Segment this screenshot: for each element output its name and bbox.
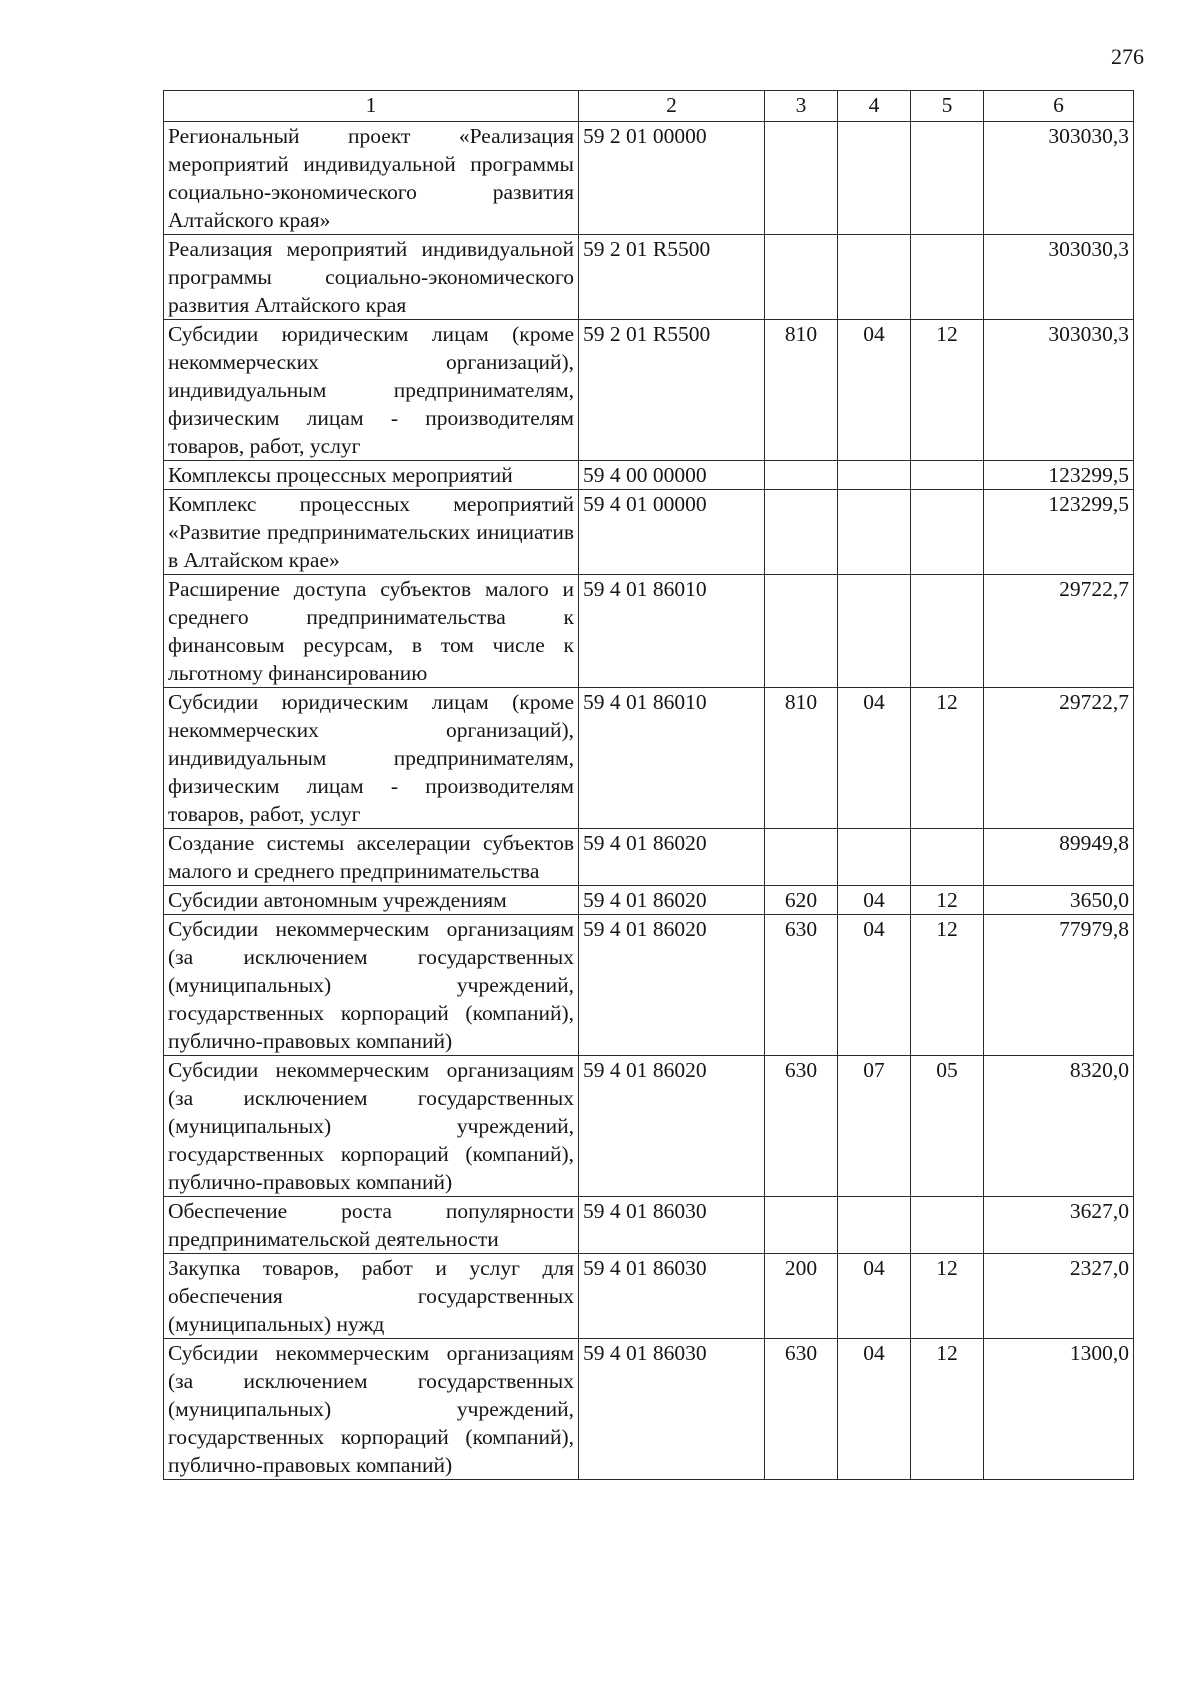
item-code: 59 4 01 86020 [579,915,765,1056]
table-row [164,575,1134,688]
header-col-1: 1 [164,91,579,122]
table-row [164,1197,1134,1254]
item-col-4: 04 [838,688,911,829]
item-col-5: 12 [911,886,984,915]
item-col-4 [838,122,911,235]
item-code: 59 4 01 86030 [579,1254,765,1339]
item-col-5: 05 [911,1056,984,1197]
item-col-5: 12 [911,1254,984,1339]
header-col-3: 3 [765,91,838,122]
item-name: Создание системы акселерации субъектов малого и среднего предпринимательства [164,829,579,886]
table-row [164,235,1134,320]
item-name: Комплекс процессных мероприятий «Развитие предпринимательских инициатив в Алтайском крае» [164,490,579,575]
item-code: 59 2 01 R5500 [579,320,765,461]
item-sum: 303030,3 [984,320,1134,461]
item-code: 59 2 01 R5500 [579,235,765,320]
item-col-3: 630 [765,1056,838,1197]
item-code: 59 4 01 86030 [579,1197,765,1254]
item-col-3 [765,235,838,320]
item-col-5 [911,829,984,886]
header-col-6: 6 [984,91,1134,122]
item-col-3 [765,575,838,688]
item-col-5: 12 [911,915,984,1056]
item-col-4: 04 [838,886,911,915]
item-sum: 1300,0 [984,1339,1134,1480]
item-col-4: 04 [838,1254,911,1339]
table-row [164,915,1134,1056]
item-code: 59 4 01 86020 [579,829,765,886]
item-code: 59 4 01 86020 [579,1056,765,1197]
item-col-4: 04 [838,1339,911,1480]
item-sum: 123299,5 [984,461,1134,490]
table-row [164,122,1134,235]
page-number: 276 [1111,44,1144,69]
table-body [164,122,1134,1480]
item-name: Субсидии некоммерческим организациям (за исключением государственных (муниципальных) учреждений, государственных корпораций (компаний), публично-правовых компаний) [164,915,579,1056]
item-sum: 29722,7 [984,688,1134,829]
table-row [164,688,1134,829]
item-col-5 [911,575,984,688]
item-col-5 [911,490,984,575]
item-col-3: 810 [765,320,838,461]
table-row [164,1254,1134,1339]
budget-table [163,90,1134,1480]
item-col-3: 630 [765,1339,838,1480]
item-code: 59 4 01 86030 [579,1339,765,1480]
table-row [164,829,1134,886]
item-sum: 77979,8 [984,915,1134,1056]
item-name: Субсидии автономным учреждениям [164,886,579,915]
item-sum: 29722,7 [984,575,1134,688]
item-sum: 123299,5 [984,490,1134,575]
item-col-4 [838,829,911,886]
item-name: Субсидии некоммерческим организациям (за исключением государственных (муниципальных) учреждений, государственных корпораций (компаний), публично-правовых компаний) [164,1056,579,1197]
header-col-5: 5 [911,91,984,122]
item-col-4 [838,575,911,688]
item-col-5 [911,235,984,320]
item-sum: 3627,0 [984,1197,1134,1254]
item-col-5 [911,122,984,235]
item-sum: 89949,8 [984,829,1134,886]
item-col-3: 200 [765,1254,838,1339]
header-col-2: 2 [579,91,765,122]
item-code: 59 4 01 86020 [579,886,765,915]
item-col-5: 12 [911,320,984,461]
item-col-4 [838,1197,911,1254]
item-code: 59 2 01 00000 [579,122,765,235]
item-name: Субсидии юридическим лицам (кроме некоммерческих организаций), индивидуальным предпринимателям, физическим лицам - производителям товаров, работ, услуг [164,688,579,829]
item-sum: 303030,3 [984,235,1134,320]
table-row [164,490,1134,575]
item-col-3: 620 [765,886,838,915]
item-name: Обеспечение роста популярности предпринимательской деятельности [164,1197,579,1254]
table-row [164,320,1134,461]
item-name: Комплексы процессных мероприятий [164,461,579,490]
item-col-4 [838,461,911,490]
item-col-4: 04 [838,320,911,461]
item-name: Расширение доступа субъектов малого и среднего предпринимательства к финансовым ресурсам, в том числе к льготному финансированию [164,575,579,688]
item-sum: 8320,0 [984,1056,1134,1197]
item-col-3 [765,122,838,235]
item-code: 59 4 01 00000 [579,490,765,575]
item-col-3 [765,1197,838,1254]
item-col-3 [765,461,838,490]
item-name: Субсидии юридическим лицам (кроме некоммерческих организаций), индивидуальным предпринимателям, физическим лицам - производителям товаров, работ, услуг [164,320,579,461]
item-col-4: 04 [838,915,911,1056]
item-code: 59 4 00 00000 [579,461,765,490]
item-col-4: 07 [838,1056,911,1197]
table-row [164,1339,1134,1480]
item-col-3: 810 [765,688,838,829]
item-col-3 [765,490,838,575]
item-sum: 303030,3 [984,122,1134,235]
item-name: Реализация мероприятий индивидуальной программы социально-экономического развития Алтайского края [164,235,579,320]
header-col-4: 4 [838,91,911,122]
item-sum: 2327,0 [984,1254,1134,1339]
item-col-5 [911,1197,984,1254]
table-header-row [164,91,1134,122]
item-col-5 [911,461,984,490]
item-sum: 3650,0 [984,886,1134,915]
table-row [164,886,1134,915]
table-row [164,1056,1134,1197]
table-row [164,461,1134,490]
item-col-4 [838,235,911,320]
item-col-5: 12 [911,1339,984,1480]
item-col-3: 630 [765,915,838,1056]
item-code: 59 4 01 86010 [579,575,765,688]
item-code: 59 4 01 86010 [579,688,765,829]
item-col-4 [838,490,911,575]
item-col-3 [765,829,838,886]
item-name: Субсидии некоммерческим организациям (за исключением государственных (муниципальных) учреждений, государственных корпораций (компаний), публично-правовых компаний) [164,1339,579,1480]
item-name: Закупка товаров, работ и услуг для обеспечения государственных (муниципальных) нужд [164,1254,579,1339]
item-name: Региональный проект «Реализация мероприятий индивидуальной программы социально-экономического развития Алтайского края» [164,122,579,235]
item-col-5: 12 [911,688,984,829]
